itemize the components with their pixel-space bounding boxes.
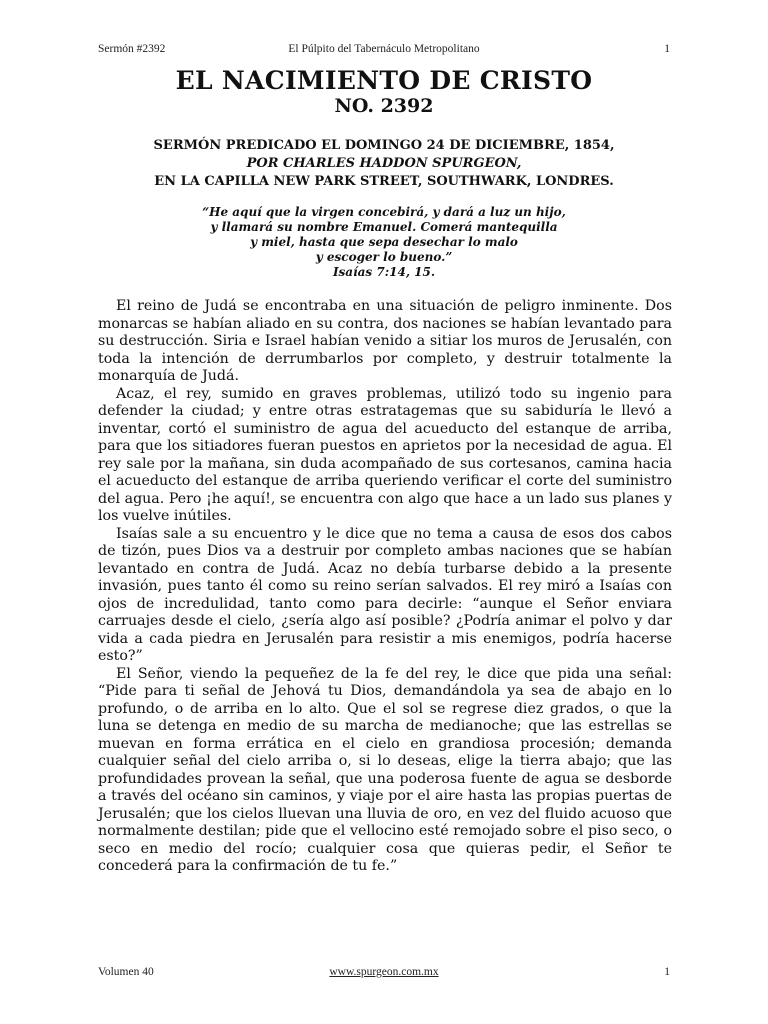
header-publication-title: El Púlpito del Tabernáculo Metropolitano xyxy=(288,43,480,55)
sermon-number: NO. 2392 xyxy=(334,95,434,117)
body-paragraph: El Señor, viendo la pequeñez de la fe del rey, le dice que pida una señal: “Pide para ti señal de Jehová tu Dios, demandándola ya sea de abajo en lo profundo, o de arriba en lo alto. Que el sol se regrese diez grados, o que la luna se detenga en medio de su marcha de medianoche; que las estrellas se muevan en forma errática en el cielo en grandiosa procesión; demanda cualquier señal del cielo arriba o, si lo deseas, elige la tierra abajo; que las profundidades provean la señal, que una poderosa fuente de agua se desborde a través del océano sin caminos, y viaje por el aire hasta las propias puertas de Jerusalén; que los cielos lluevan una lluvia de oro, en vez del fluido acuoso que normalmente destilan; pide que el vellocino esté remojado sobre el piso seco, o seco en medio del rocío; cualquier cosa que quieras pedir, el Señor te concederá para la confirmación de tu fe.” xyxy=(98,665,672,874)
subtitle-author-line: POR CHARLES HADDON SPURGEON, xyxy=(246,156,522,171)
subtitle-date-line: SERMÓN PREDICADO EL DOMINGO 24 DE DICIEMBRE, 1854, xyxy=(153,138,615,153)
body-paragraph: Isaías sale a su encuentro y le dice que no tema a causa de esos dos cabos de tizón, pues Dios va a destruir por completo ambas naciones que se habían levantado en contra de Judá. Acaz no debía turbarse debido a la presente invasión, pues tanto él como su reino serían salvados. El rey miró a Isaías con ojos de incredulidad, tanto como para decirle: “aunque el Señor enviara carruajes desde el cielo, ¿sería algo así posible? ¿Podría animar el polvo y dar vida a cada piedra en Jerusalén para resistir a mis enemigos, podría hacerse esto?” xyxy=(98,525,672,664)
body-paragraph: El reino de Judá se encontraba en una situación de peligro inminente. Dos monarcas se habían aliado en su contra, dos naciones se habían levantado para su destrucción. Siria e Israel habían venido a sitiar los muros de Jerusalén, con toda la intención de derrumbarlos por completo, y destruir totalmente la monarquía de Judá. xyxy=(98,298,672,384)
epigraph-line: y llamará su nombre Emanuel. Comerá mantequilla xyxy=(210,220,558,234)
header-page-number: 1 xyxy=(664,43,670,55)
epigraph-line: y escoger lo bueno.” xyxy=(315,250,453,264)
body-paragraph: Acaz, el rey, sumido en graves problemas, utilizó todo su ingenio para defender la ciudad; y entre otras estratagemas que su sabiduría le llevó a inventar, cortó el suministro de agua del acueducto del estanque de arriba, para que los sitiadores fueran puestos en aprietos por la necesidad de agua. El rey sale por la mañana, sin duda acompañado de sus cortesanos, camina hacia el acueducto del estanque de arriba queriendo verificar el corte del suministro del agua. Pero ¡he aquí!, se encuentra con algo que hace a un lado sus planes y los vuelve inútiles. xyxy=(98,385,672,524)
subtitle-location-line: EN LA CAPILLA NEW PARK STREET, SOUTHWARK, LONDRES. xyxy=(154,174,614,189)
scripture-epigraph xyxy=(0,205,768,280)
running-footer xyxy=(98,966,670,982)
epigraph-reference: Isaías 7:14, 15. xyxy=(332,265,436,279)
footer-page-number: 1 xyxy=(664,966,670,978)
footer-website-link[interactable]: www.spurgeon.com.mx xyxy=(329,966,439,978)
header-sermon-number: Sermón #2392 xyxy=(98,43,166,55)
sermon-title: EL NACIMIENTO DE CRISTO xyxy=(175,66,593,95)
running-header xyxy=(98,43,670,59)
epigraph-line: “He aquí que la virgen concebirá, y dará a luz un hijo, xyxy=(202,205,566,219)
epigraph-line: y miel, hasta que sepa desechar lo malo xyxy=(250,235,518,249)
sermon-body xyxy=(98,298,672,876)
sermon-subtitle xyxy=(0,137,768,191)
footer-volume: Volumen 40 xyxy=(98,966,154,978)
